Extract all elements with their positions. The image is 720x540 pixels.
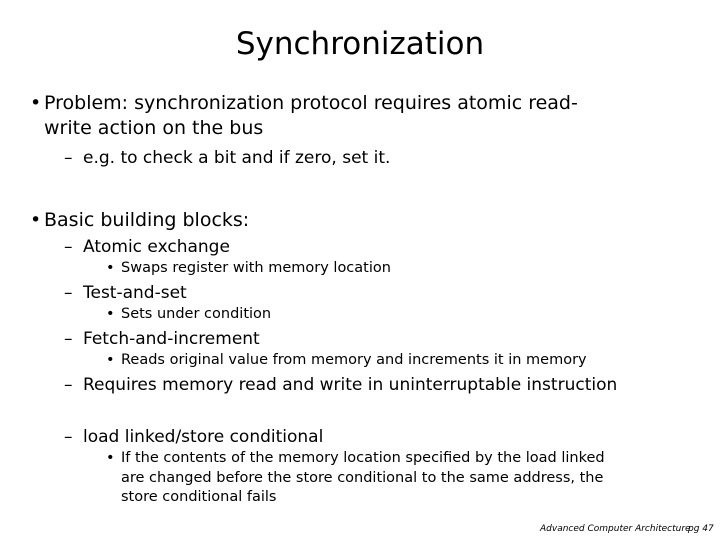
problem-sub-text: e.g. to check a bit and if zero, set it. <box>83 148 391 168</box>
block-item-dash: – <box>64 283 73 303</box>
block-item-fetch-and-increment: Fetch-and-increment <box>83 329 260 349</box>
block-item-load-linked: load linked/store conditional <box>83 427 324 447</box>
blocks-bullet: • <box>30 209 42 231</box>
block-detail-dot: • <box>106 450 115 466</box>
block-item-test-and-set: Test-and-set <box>83 283 187 303</box>
problem-text-line-1: Problem: synchronization protocol requires atomic read- <box>44 92 578 114</box>
block-item-dash: – <box>64 427 73 447</box>
slide-title: Synchronization <box>235 26 485 62</box>
block-item-dash: – <box>64 375 73 395</box>
block-detail-load-linked-line-3: store conditional fails <box>121 489 277 505</box>
block-detail-dot: • <box>106 306 115 322</box>
footer-course: Advanced Computer Architecture <box>540 524 691 534</box>
block-item-atomic-exchange: Atomic exchange <box>83 237 230 257</box>
block-detail-atomic-exchange: Swaps register with memory location <box>121 260 391 276</box>
bullet-dot: • <box>30 92 42 114</box>
block-detail-dot: • <box>106 352 115 368</box>
block-detail-load-linked-line-2: are changed before the store conditional to the same address, the <box>121 470 604 486</box>
blocks-heading: Basic building blocks: <box>44 209 250 231</box>
block-detail-fetch-and-increment: Reads original value from memory and increments it in memory <box>121 352 587 368</box>
problem-text-line-2: write action on the bus <box>44 117 264 139</box>
block-item-dash: – <box>64 329 73 349</box>
problem-sub-dash: – <box>64 148 73 168</box>
block-item-dash: – <box>64 237 73 257</box>
block-detail-test-and-set: Sets under condition <box>121 306 272 322</box>
problem-bullet <box>30 91 41 115</box>
footer-page-number: pg 47 <box>688 524 714 534</box>
block-detail-dot: • <box>106 260 115 276</box>
block-item-requires-memory: Requires memory read and write in uninterruptable instruction <box>83 375 618 395</box>
block-detail-load-linked-line-1: If the contents of the memory location specified by the load linked <box>121 450 605 466</box>
